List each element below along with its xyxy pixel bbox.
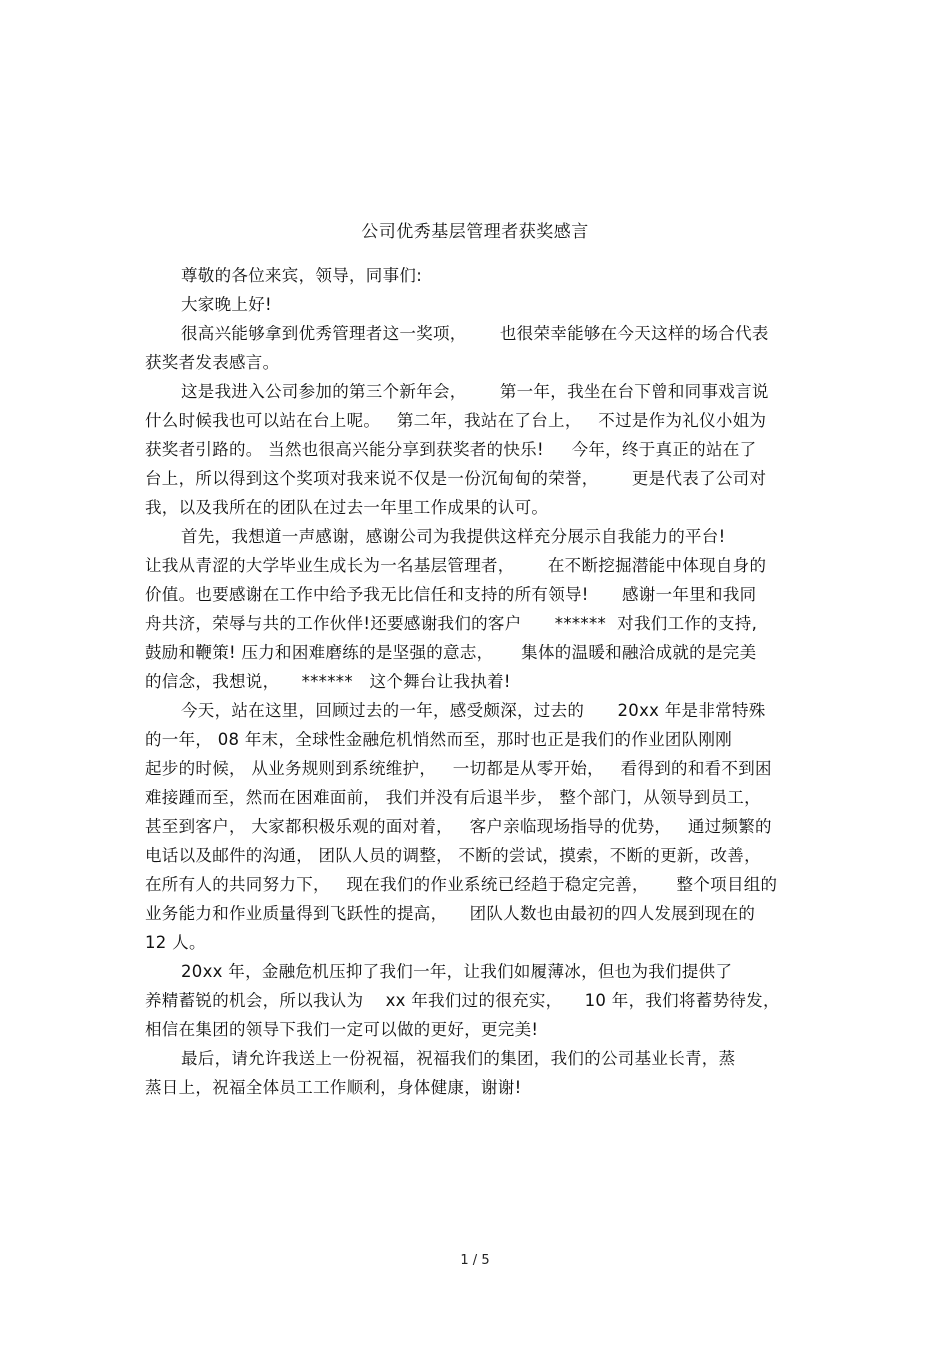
body-line: 12 人。 xyxy=(145,933,206,952)
body-line: 这是我进入公司参加的第三个新年会， 第一年，我坐在台下曾和同事戏言说 xyxy=(181,382,769,401)
body-line: 20xx 年，金融危机压抑了我们一年，让我们如履薄冰，但也为我们提供了 xyxy=(181,962,733,981)
body-line: 大家晚上好! xyxy=(181,295,272,314)
body-line: 蒸日上，祝福全体员工工作顺利，身体健康，谢谢! xyxy=(145,1078,522,1097)
body-line: 价值。也要感谢在工作中给予我无比信任和支持的所有领导! 感谢一年里和我同 xyxy=(145,585,757,604)
body-line: 什么时候我也可以站在台上呢。 第二年，我站在了台上， 不过是作为礼仪小姐为 xyxy=(145,411,767,430)
body-line: 鼓励和鞭策! 压力和困难磨练的是坚强的意志， 集体的温暖和融洽成就的是完美 xyxy=(145,643,757,662)
document-title: 公司优秀基层管理者获奖感言 xyxy=(361,222,589,242)
body-line: 的信念，我想说， ****** 这个舞台让我执着! xyxy=(145,672,511,691)
body-line: 甚至到客户， 大家都积极乐观的面对着， 客户亲临现场指导的优势， 通过频繁的 xyxy=(145,817,772,836)
body-line: 让我从青涩的大学毕业生成长为一名基层管理者， 在不断挖掘潜能中体现自身的 xyxy=(145,556,767,575)
body-line: 今天，站在这里，回顾过去的一年，感受颇深，过去的 20xx 年是非常特殊 xyxy=(181,701,766,720)
body-line: 电话以及邮件的沟通， 团队人员的调整， 不断的尝试，摸索，不断的更新，改善， xyxy=(145,846,761,865)
body-line: 在所有人的共同努力下， 现在我们的作业系统已经趋于稳定完善， 整个项目组的 xyxy=(145,875,778,894)
page-number: 1 / 5 xyxy=(460,1253,490,1268)
body-line: 养精蓄锐的机会，所以我认为 xx 年我们过的很充实， 10 年，我们将蓄势待发， xyxy=(145,991,780,1010)
body-line: 的一年， 08 年末，全球性金融危机悄然而至，那时也正是我们的作业团队刚刚 xyxy=(145,730,733,749)
body-line: 获奖者发表感言。 xyxy=(145,353,280,372)
body-line: 台上，所以得到这个奖项对我来说不仅是一份沉甸甸的荣誉， 更是代表了公司对 xyxy=(145,469,767,488)
body-line: 舟共济，荣辱与共的工作伙伴!还要感谢我们的客户 ****** 对我们工作的支持, xyxy=(145,614,758,633)
body-line: 很高兴能够拿到优秀管理者这一奖项， 也很荣幸能够在今天这样的场合代表 xyxy=(181,324,769,343)
body-line: 相信在集团的领导下我们一定可以做的更好，更完美! xyxy=(145,1020,539,1039)
body-line: 难接踵而至，然而在困难面前， 我们并没有后退半步， 整个部门，从领导到员工， xyxy=(145,788,761,807)
body-line: 起步的时候， 从业务规则到系统维护， 一切都是从零开始， 看得到的和看不到困 xyxy=(145,759,772,778)
body-line: 尊敬的各位来宾，领导，同事们: xyxy=(181,266,423,285)
body-line: 首先，我想道一声感谢，感谢公司为我提供这样充分展示自我能力的平台! xyxy=(181,527,726,546)
body-line: 最后，请允许我送上一份祝福，祝福我们的集团，我们的公司基业长青，蒸 xyxy=(181,1049,736,1068)
body-line: 我，以及我所在的团队在过去一年里工作成果的认可。 xyxy=(145,498,549,517)
body-line: 业务能力和作业质量得到飞跃性的提高， 团队人数也由最初的四人发展到现在的 xyxy=(145,904,756,923)
document-body xyxy=(145,261,815,1102)
body-line: 获奖者引路的。 当然也很高兴能分享到获奖者的快乐! 今年，终于真正的站在了 xyxy=(145,440,757,459)
